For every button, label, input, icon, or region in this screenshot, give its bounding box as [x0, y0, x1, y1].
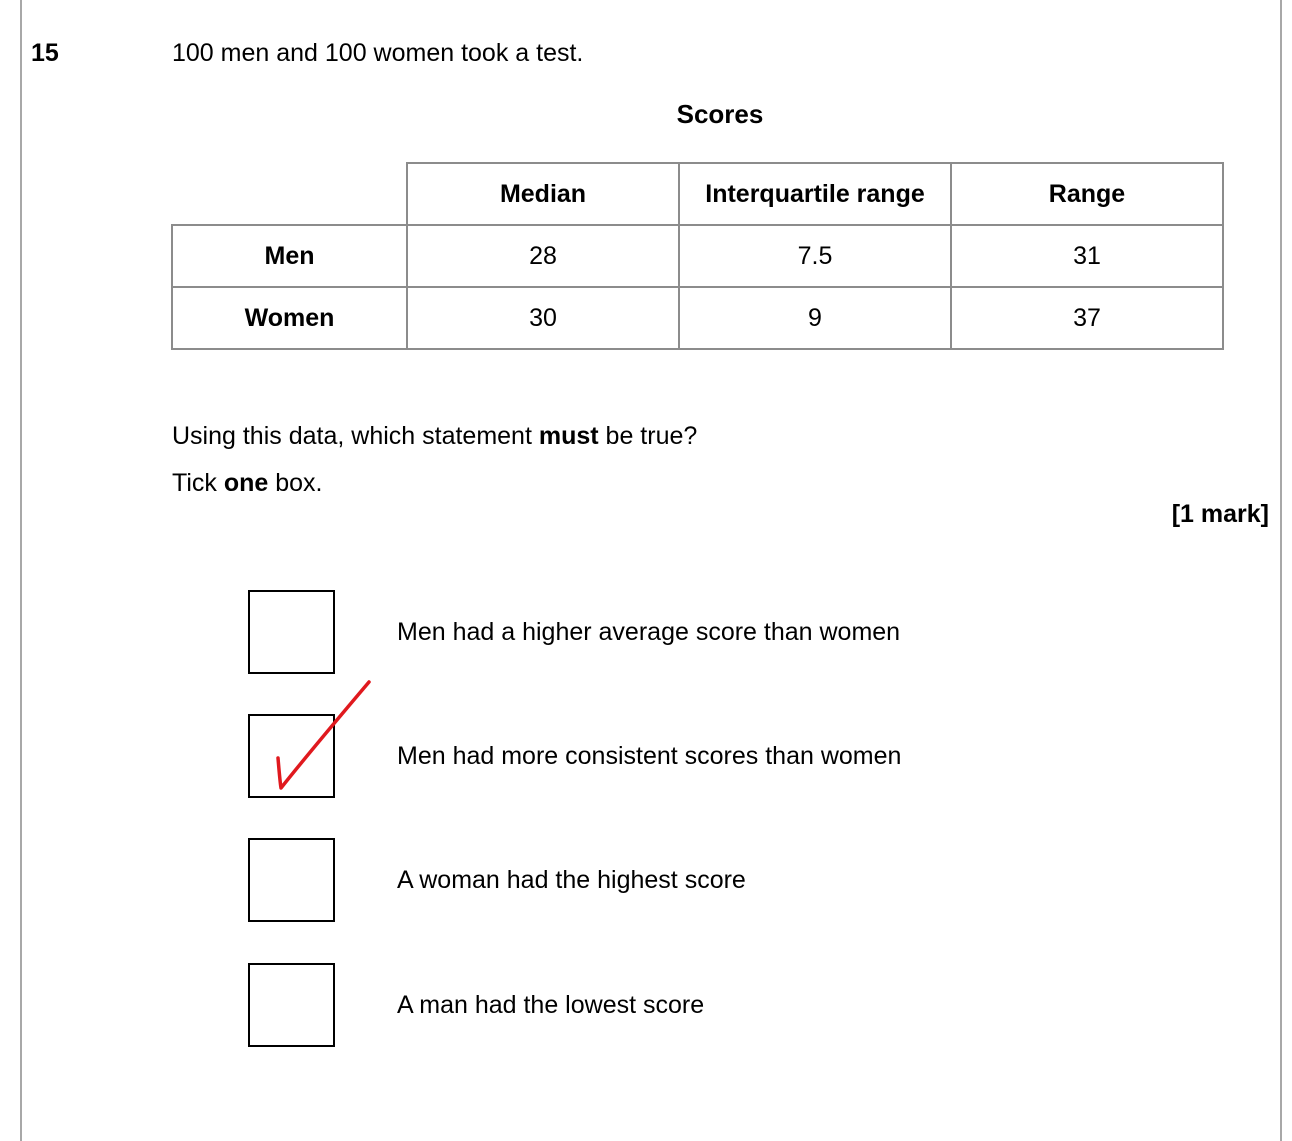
women-interquartile-range: 9: [679, 287, 951, 349]
answer-option: [248, 590, 1148, 680]
option-label: Men had a higher average score than women: [397, 618, 901, 646]
prompt-text-start: Using this data, which statement: [172, 422, 539, 450]
header-median: Median: [407, 163, 679, 225]
header-range: Range: [951, 163, 1223, 225]
tick-box[interactable]: [248, 590, 335, 674]
option-label: Men had more consistent scores than women: [397, 742, 902, 770]
question-prompt: [172, 421, 697, 451]
page-border-right: [1280, 0, 1282, 1141]
option-label: A man had the lowest score: [397, 991, 705, 1019]
men-median: 28: [407, 225, 679, 287]
table-corner-cell: [172, 163, 407, 225]
question-number: 15: [31, 39, 59, 67]
option-label: A woman had the highest score: [397, 866, 746, 894]
page-border-left: [20, 0, 22, 1141]
instruction-text-start: Tick: [172, 469, 224, 497]
tick-box[interactable]: [248, 838, 335, 922]
marks-label: [1 mark]: [1171, 500, 1269, 528]
answer-option: [248, 838, 1148, 928]
prompt-text-end: be true?: [598, 422, 698, 450]
table-row: [172, 287, 1223, 349]
women-range: 37: [951, 287, 1223, 349]
question-instruction: [172, 468, 323, 498]
prompt-emphasis: must: [538, 422, 599, 450]
men-range: 31: [951, 225, 1223, 287]
question-intro: 100 men and 100 women took a test.: [172, 39, 584, 67]
table-header-row: [172, 163, 1223, 225]
header-interquartile-range: Interquartile range: [679, 163, 951, 225]
scores-table: [171, 162, 1224, 350]
instruction-text-end: box.: [268, 469, 323, 497]
men-interquartile-range: 7.5: [679, 225, 951, 287]
row-label-women: Women: [172, 287, 407, 349]
tick-box[interactable]: [248, 963, 335, 1047]
row-label-men: Men: [172, 225, 407, 287]
women-median: 30: [407, 287, 679, 349]
instruction-emphasis: one: [223, 469, 269, 497]
table-caption: Scores: [676, 99, 764, 129]
checkmark-icon: [270, 678, 380, 793]
answer-option: [248, 714, 1148, 804]
answer-option: [248, 963, 1148, 1053]
table-row: [172, 225, 1223, 287]
